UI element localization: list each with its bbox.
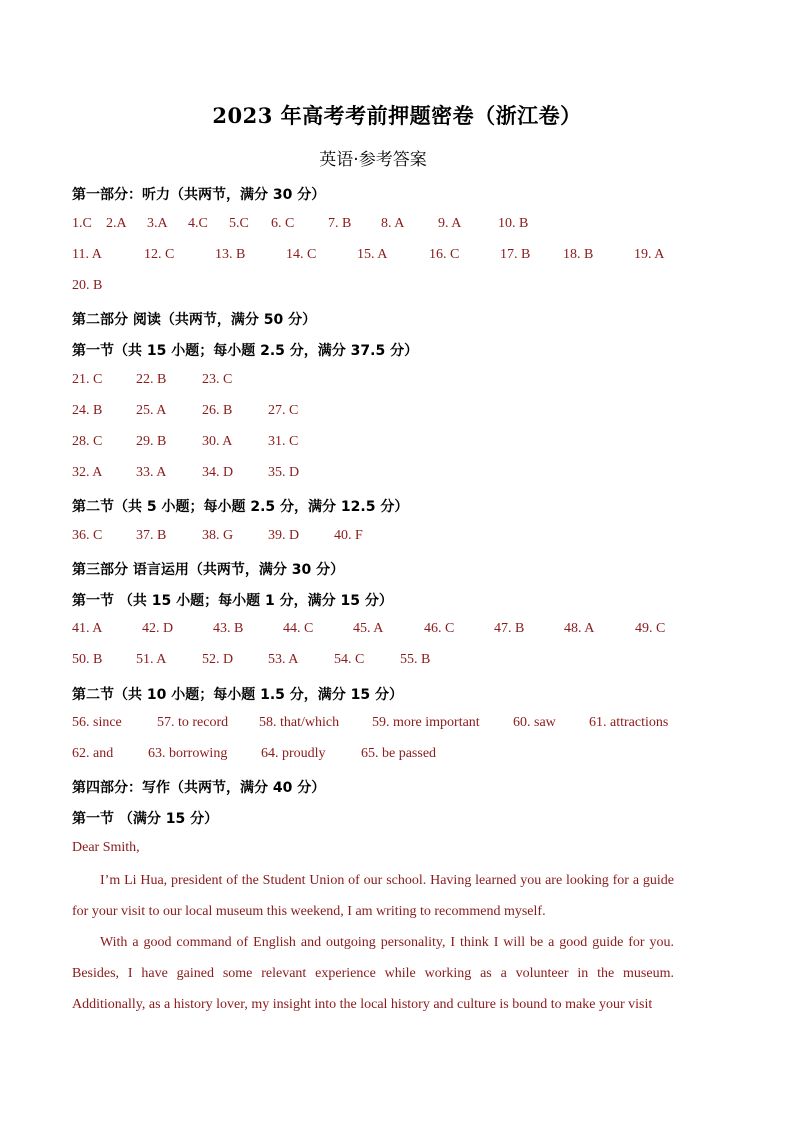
answer-item: 22. B <box>136 372 167 387</box>
answer-item: 26. B <box>202 403 233 418</box>
answer-item: 41. A <box>72 621 103 636</box>
answer-item: 56. since <box>72 715 122 730</box>
answer-item: 24. B <box>72 403 103 418</box>
answer-row <box>72 278 712 298</box>
answer-item: 62. and <box>72 746 114 761</box>
part2-section1-heading: 第一节（共 15 小题；每小题 2.5 分，满分 37.5 分） <box>72 343 419 359</box>
answer-item: 15. A <box>357 247 388 262</box>
letter-paragraph: With a good command of English and outgoing personality, I think I will be a good guide for you. Besides, I have gained some relevant experience while working as a volunteer in the museum. Additionally, as a history lover, my insight into the local history and culture is bound to make your visit <box>72 935 674 1012</box>
answer-item: 16. C <box>429 247 460 262</box>
answer-item: 47. B <box>494 621 525 636</box>
answer-item: 58. that/which <box>259 715 340 730</box>
answer-item: 53. A <box>268 652 299 667</box>
answer-row <box>72 652 712 672</box>
answer-row <box>72 746 712 766</box>
page-subtitle: 英语·参考答案 <box>319 150 427 170</box>
answer-item: 65. be passed <box>361 746 437 761</box>
part2-heading: 第二部分 阅读（共两节，满分 50 分） <box>72 312 317 328</box>
part3-section2-heading: 第二节（共 10 小题；每小题 1.5 分，满分 15 分） <box>72 687 404 703</box>
answer-item: 48. A <box>564 621 595 636</box>
answer-item: 59. more important <box>372 715 480 730</box>
answer-item: 39. D <box>268 528 300 543</box>
answer-item: 3.A <box>147 216 168 231</box>
answer-item: 42. D <box>142 621 174 636</box>
answer-item: 52. D <box>202 652 234 667</box>
answer-item: 23. C <box>202 372 233 387</box>
answer-row <box>72 372 712 392</box>
answer-item: 14. C <box>286 247 317 262</box>
part4-heading: 第四部分：写作（共两节，满分 40 分） <box>72 780 326 796</box>
answer-item: 2.A <box>106 216 127 231</box>
answer-item: 30. A <box>202 434 233 449</box>
answer-item: 33. A <box>136 465 167 480</box>
answer-row <box>72 403 712 423</box>
answer-item: 7. B <box>328 216 352 231</box>
answer-item: 4.C <box>188 216 208 231</box>
answer-item: 64. proudly <box>261 746 326 761</box>
answer-item: 45. A <box>353 621 384 636</box>
answer-item: 61. attractions <box>589 715 669 730</box>
answer-item: 32. A <box>72 465 103 480</box>
answer-item: 9. A <box>438 216 462 231</box>
answer-item: 40. F <box>334 528 363 543</box>
letter-greeting: Dear Smith, <box>72 840 140 855</box>
answer-item: 36. C <box>72 528 103 543</box>
answer-item: 8. A <box>381 216 405 231</box>
part3-section1-heading: 第一节 （共 15 小题；每小题 1 分，满分 15 分） <box>72 593 393 609</box>
letter-paragraph: I’m Li Hua, president of the Student Union of our school. Having learned you are looking for a guide for your visit to our local museum this weekend, I am writing to recommend myself. <box>72 873 674 919</box>
page-title: 2023 年高考考前押题密卷（浙江卷） <box>212 103 582 128</box>
answer-item: 5.C <box>229 216 249 231</box>
answer-row <box>72 247 712 267</box>
answer-item: 21. C <box>72 372 103 387</box>
answer-item: 19. A <box>634 247 665 262</box>
answer-item: 28. C <box>72 434 103 449</box>
part2-section2-heading: 第二节（共 5 小题；每小题 2.5 分，满分 12.5 分） <box>72 499 409 515</box>
answer-item: 46. C <box>424 621 455 636</box>
answer-item: 49. C <box>635 621 666 636</box>
answer-item: 43. B <box>213 621 244 636</box>
answer-item: 29. B <box>136 434 167 449</box>
answer-item: 18. B <box>563 247 594 262</box>
part3-heading: 第三部分 语言运用（共两节，满分 30 分） <box>72 562 345 578</box>
answer-item: 1.C <box>72 216 92 231</box>
answer-item: 37. B <box>136 528 167 543</box>
answer-item: 10. B <box>498 216 529 231</box>
answer-item: 38. G <box>202 528 234 543</box>
answer-item: 27. C <box>268 403 299 418</box>
part4-section1-heading: 第一节 （满分 15 分） <box>72 811 219 827</box>
answer-item: 54. C <box>334 652 365 667</box>
answer-item: 55. B <box>400 652 431 667</box>
answer-item: 31. C <box>268 434 299 449</box>
answer-item: 63. borrowing <box>148 746 228 761</box>
answer-item: 20. B <box>72 278 103 293</box>
part1-heading: 第一部分：听力（共两节，满分 30 分） <box>72 187 326 203</box>
answer-item: 25. A <box>136 403 167 418</box>
answer-row <box>72 465 712 485</box>
answer-item: 6. C <box>271 216 295 231</box>
answer-item: 17. B <box>500 247 531 262</box>
answer-item: 35. D <box>268 465 300 480</box>
answer-item: 44. C <box>283 621 314 636</box>
answer-item: 13. B <box>215 247 246 262</box>
answer-row <box>72 434 712 454</box>
answer-row <box>72 528 712 548</box>
answer-item: 51. A <box>136 652 167 667</box>
answer-item: 50. B <box>72 652 103 667</box>
answer-item: 12. C <box>144 247 175 262</box>
answer-item: 60. saw <box>513 715 556 730</box>
answer-row <box>72 715 712 735</box>
answer-item: 11. A <box>72 247 102 262</box>
answer-row <box>72 216 712 236</box>
answer-item: 57. to record <box>157 715 229 730</box>
answer-item: 34. D <box>202 465 234 480</box>
answer-row <box>72 621 712 641</box>
